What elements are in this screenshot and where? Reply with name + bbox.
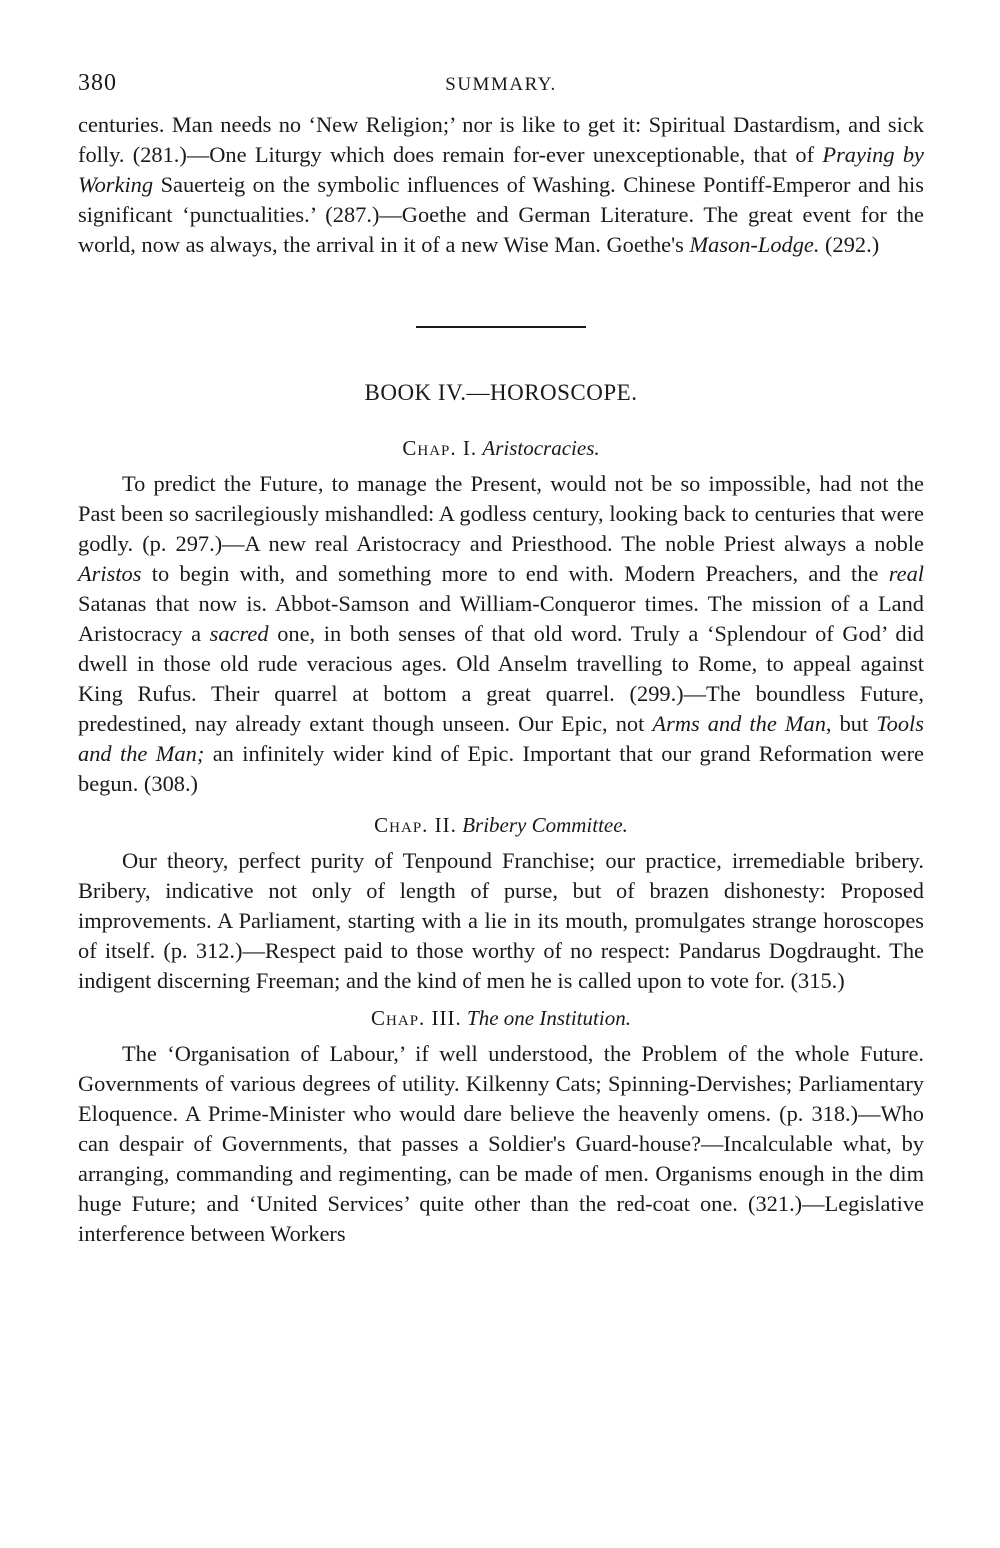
text-run: centuries. Man needs no ‘New Religion;’ nor is like to get it: Spiritual Dastardism, and sick folly. (281.)—One Liturgy which does remain for-ever unexceptionable, that of bbox=[78, 112, 924, 167]
text-run-italic: Aristos bbox=[78, 561, 142, 586]
book-page bbox=[78, 70, 924, 1249]
chapter-label: Chap. I. bbox=[402, 436, 478, 460]
text-run-italic: sacred bbox=[209, 621, 269, 646]
chapter-title: Aristocracies. bbox=[482, 436, 600, 460]
section-divider-rule bbox=[416, 326, 586, 328]
running-header bbox=[78, 70, 924, 110]
text-run-italic: Arms and the Man bbox=[652, 711, 826, 736]
chapter-title: The one Institution. bbox=[467, 1006, 631, 1030]
chapter-label: Chap. II. bbox=[374, 813, 457, 837]
text-run: one, in both senses of that old word. Truly a ‘Splendour of God’ did dwell in those old rude veracious ages. Old Anselm travelling to Rome, to appeal against King Rufus. Their quarrel at bottom a great quarrel. (299.)—The boundless Future, predestined, nay already extant though unseen. Our Epic, not bbox=[78, 621, 924, 736]
chapter-summary-3 bbox=[78, 1039, 924, 1249]
book-heading: BOOK IV.—HOROSCOPE. bbox=[364, 380, 638, 405]
text-run: to begin with, and something more to end with. Modern Preachers, and the bbox=[141, 561, 889, 586]
text-run: an infinitely wider kind of Epic. Important that our grand Reformation were begun. (308.) bbox=[78, 741, 924, 796]
chapter-heading-1 bbox=[78, 436, 924, 461]
text-run-italic: Mason-Lodge. bbox=[689, 232, 820, 257]
text-run: Satanas that now is. Abbot-Samson and William-Conqueror times. The mission of a Land Aristocracy a bbox=[78, 591, 924, 646]
chapter-summary-1 bbox=[78, 469, 924, 799]
chapter-summary-2 bbox=[78, 846, 924, 996]
text-run: Our theory, perfect purity of Tenpound Franchise; our practice, irremediable bribery. Bribery, indicative not only of length of purse, but of brazen dishonesty: Proposed improvements. A Parliament, starting with a lie in its mouth, promulgates strange horoscopes of itself. (p. 312.)—Respect paid to those worthy of no respect: Pandarus Dogdraught. The indigent discerning Freeman; and the kind of men he is called upon to vote for. (315.) bbox=[78, 848, 924, 993]
text-run-italic: real bbox=[888, 561, 924, 586]
continuation-paragraph bbox=[78, 110, 924, 260]
text-run: Sauerteig on the symbolic influences of Washing. Chinese Pontiff-Emperor and his significant ‘punctualities.’ (287.)—Goethe and German Literature. The great event for the world, now as always, the arrival in it of a new Wise Man. Goethe's bbox=[78, 172, 924, 257]
text-run: The ‘Organisation of Labour,’ if well understood, the Problem of the whole Future. Governments of various degrees of utility. Kilkenny Cats; Spinning-Dervishes; Parliamentary Eloquence. A Prime-Minister who would dare believe the heavenly omens. (p. 318.)—Who can despair of Governments, that passes a Soldier's Guard-house?—Incalculable what, by arranging, commanding and regimenting, can be made of men. Organisms enough in the dim huge Future; and ‘United Services’ quite other than the red-coat one. (321.)—Legislative interference between Workers bbox=[78, 1041, 924, 1246]
text-run-italic: Tools and the Man; bbox=[78, 711, 924, 766]
page-number: 380 bbox=[78, 70, 117, 96]
chapter-title: Bribery Committee. bbox=[462, 813, 628, 837]
text-run: To predict the Future, to manage the Present, would not be so impossible, had not the Past been so sacrilegiously mishandled: A godless century, looking back to centuries that were godly. (p. 297.)—A new real Aristocracy and Priesthood. The noble Priest always a noble bbox=[78, 471, 924, 556]
text-run: , but bbox=[825, 711, 877, 736]
chapter-heading-3 bbox=[78, 1006, 924, 1031]
text-run-italic: Praying by Working bbox=[78, 142, 924, 197]
running-title: SUMMARY. bbox=[445, 74, 557, 95]
chapter-label: Chap. III. bbox=[371, 1006, 462, 1030]
chapter-heading-2 bbox=[78, 813, 924, 838]
text-run: (292.) bbox=[819, 232, 880, 257]
